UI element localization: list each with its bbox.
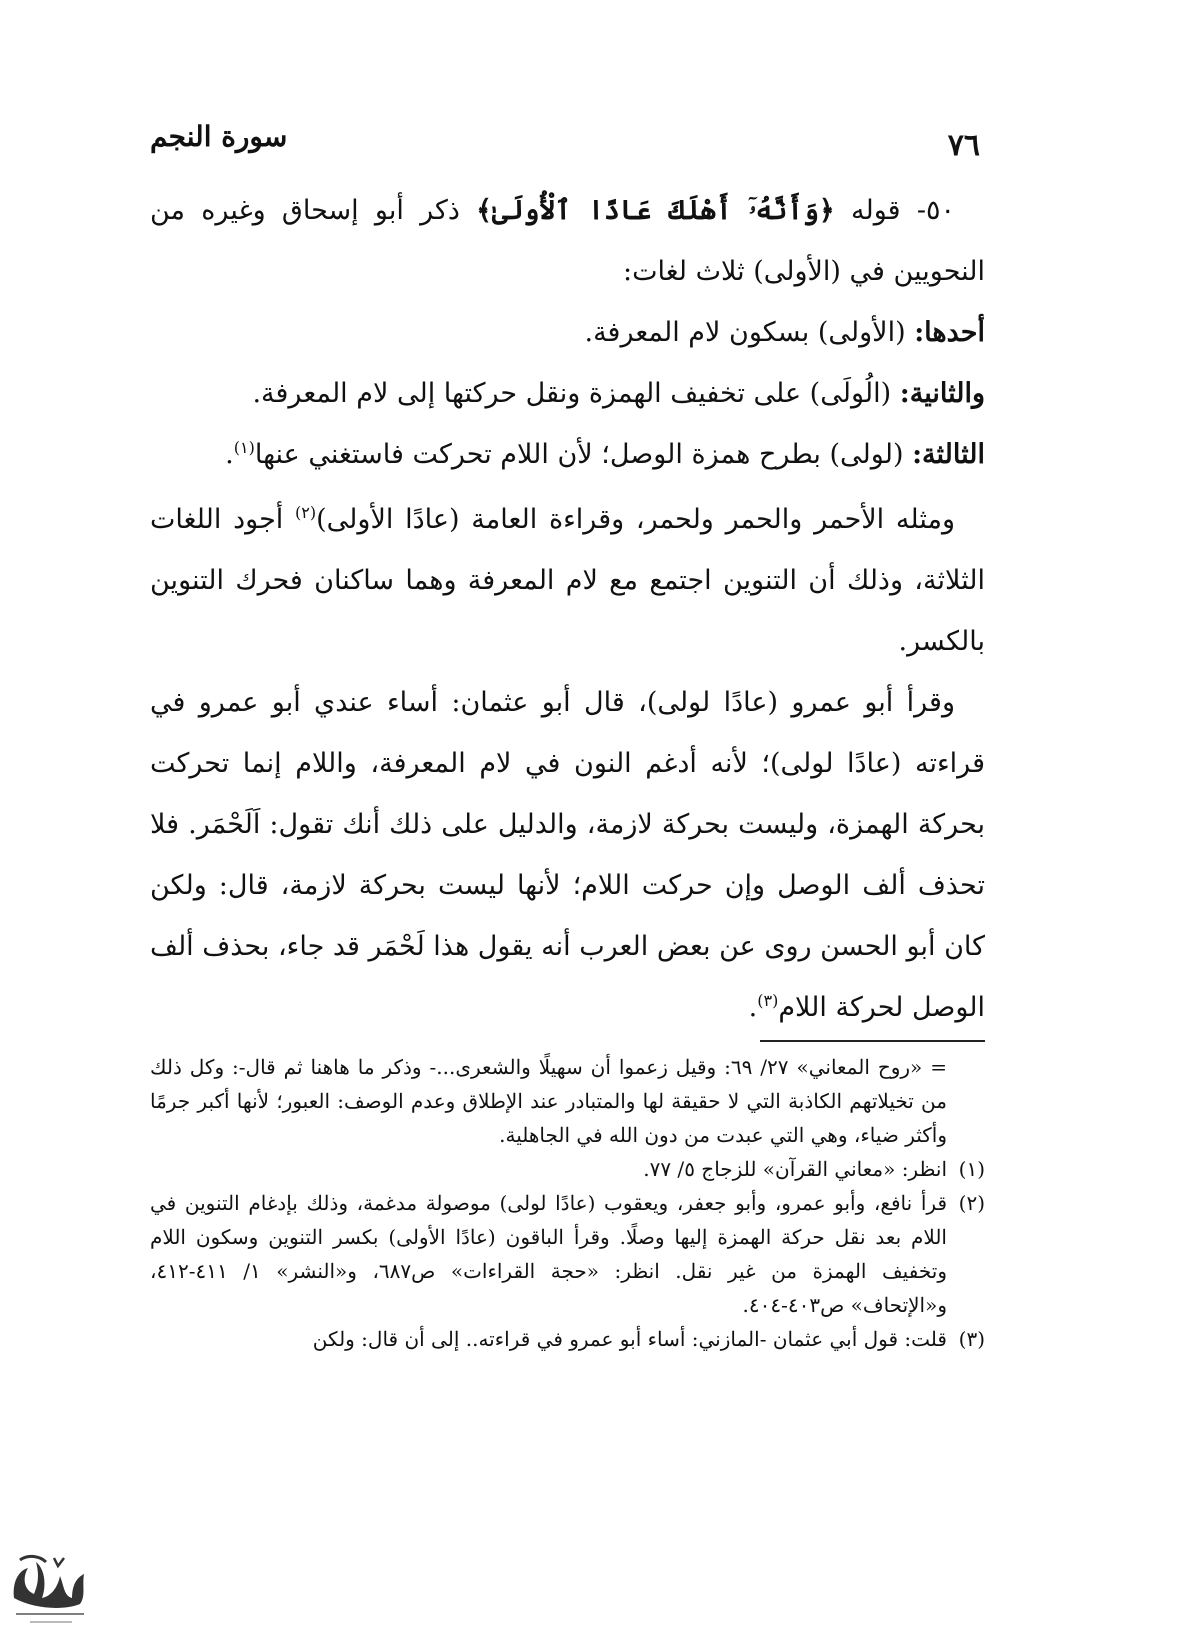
footnote-number: (١) [958,1157,985,1181]
paragraph-verse-50 [150,180,985,302]
example-word: اَلَحْمَر [196,809,261,840]
page-header [150,120,980,170]
footnote-1 [150,1152,985,1186]
footnote-ref: (١) [233,438,255,457]
footnote-divider [760,1040,985,1042]
paragraph-text: ذكر أبو إسحاق وغيره من النحويين في (الأولى) ثلاث لغات: [150,195,985,287]
footnote-ref: (٣) [757,991,779,1010]
footnote-number: (٣) [958,1327,985,1351]
paragraph-text: ومثله الأحمر والحمر ولحمر، وقراءة العامة (عادًا الأولى) [316,504,955,535]
variant-term: الثالثة: [912,439,985,470]
variant-three [150,424,985,485]
footnotes [150,1050,985,1356]
paragraph-lead: قوله [834,195,901,226]
footnote-2 [150,1186,985,1322]
page-number: ٧٦ [947,128,980,163]
footnote-3 [150,1322,985,1356]
main-text [150,180,985,1038]
verse-number: ٥٠- [900,195,955,226]
paragraph-readings [150,489,985,672]
variant-term: أحدها: [914,317,985,348]
variant-one [150,302,985,363]
variant-two [150,363,985,424]
footnote-text: قلت: قول أبي عثمان -المازني: أساء أبو عمرو في قراءته.. إلى أن قال: ولكن [312,1327,947,1351]
variant-text: (الأولى) بسكون لام المعرفة. [584,317,915,348]
footnote-continuation: = «روح المعاني» ٢٧/ ٦٩: وقيل زعموا أن سهيلًا والشعرى...- وذكر ما هاهنا ثم قال-: وكل ذلك من تخيلاتهم الكاذبة التي لا حقيقة لها والمتبادر عند الإطلاق وعدم الوصف: العبور؛ لأنها أكبر جرمًا وأكثر ضياء، وهي التي عبدت من دون الله في الجاهلية. [150,1055,947,1147]
paragraph-abu-amr [150,672,985,1038]
footnote-text: انظر: «معاني القرآن» للزجاج ٥/ ٧٧. [643,1157,947,1181]
variant-text: (لولى) بطرح همزة الوصل؛ لأن اللام تحركت فاستغني عنها [254,439,913,470]
paragraph-text: وقرأ أبو عمرو (عادًا لولى)، قال أبو عثمان: أساء عندي أبو عمرو في قراءته (عادًا لولى)؛ لأنه أدغم النون في لام المعرفة، واللام إنما تحركت بحركة الهمزة، وليست بحركة لازمة، والدليل على ذلك أنك تقول: [150,687,986,840]
variant-term: والثانية: [899,378,985,409]
footnote-number: (٢) [958,1191,985,1215]
sentence-end: . [748,992,758,1023]
quran-verse: ﴿وَأَنَّهُۥٓ أَهْلَكَ عَادًا ٱلْأُولَىٰ﴾ [476,195,835,226]
paragraph-text: أجود اللغات الثلاثة، وذلك أن التنوين اجتمع مع لام المعرفة وهما ساكنان فحرك التنوين بالكسر. [150,504,985,657]
watermark-logo [6,1550,92,1632]
footnote-ref: (٢) [295,503,317,522]
paragraph-text: . فلا تحذف ألف الوصل وإن حركت اللام؛ لأنها ليست بحركة لازمة، قال: ولكن كان أبو الحسن روى عن بعض العرب أنه يقول هذا لَحْمَر قد جاء، بحذف ألف الوصل لحركة اللام [150,809,985,1023]
variant-text: (الُولَى) على تخفيف الهمزة ونقل حركتها إلى لام المعرفة. [252,378,900,409]
sentence-end: . [225,439,234,470]
footnote-text: قرأ نافع، وأبو عمرو، وأبو جعفر، ويعقوب (عادًا لولى) موصولة مدغمة، وذلك بإدغام التنوين في اللام بعد نقل حركة الهمزة إليها وصلًا. وقرأ الباقون (عادًا الأولى) بكسر التنوين وسكون اللام وتخفيف الهمزة من غير نقل. انظر: «حجة القراءات» ص٦٨٧، و«النشر» ١/ ٤١١-٤١٢، و«الإتحاف» ص٤٠٣-٤٠٤. [150,1191,948,1317]
surah-title: سورة النجم [150,120,288,153]
